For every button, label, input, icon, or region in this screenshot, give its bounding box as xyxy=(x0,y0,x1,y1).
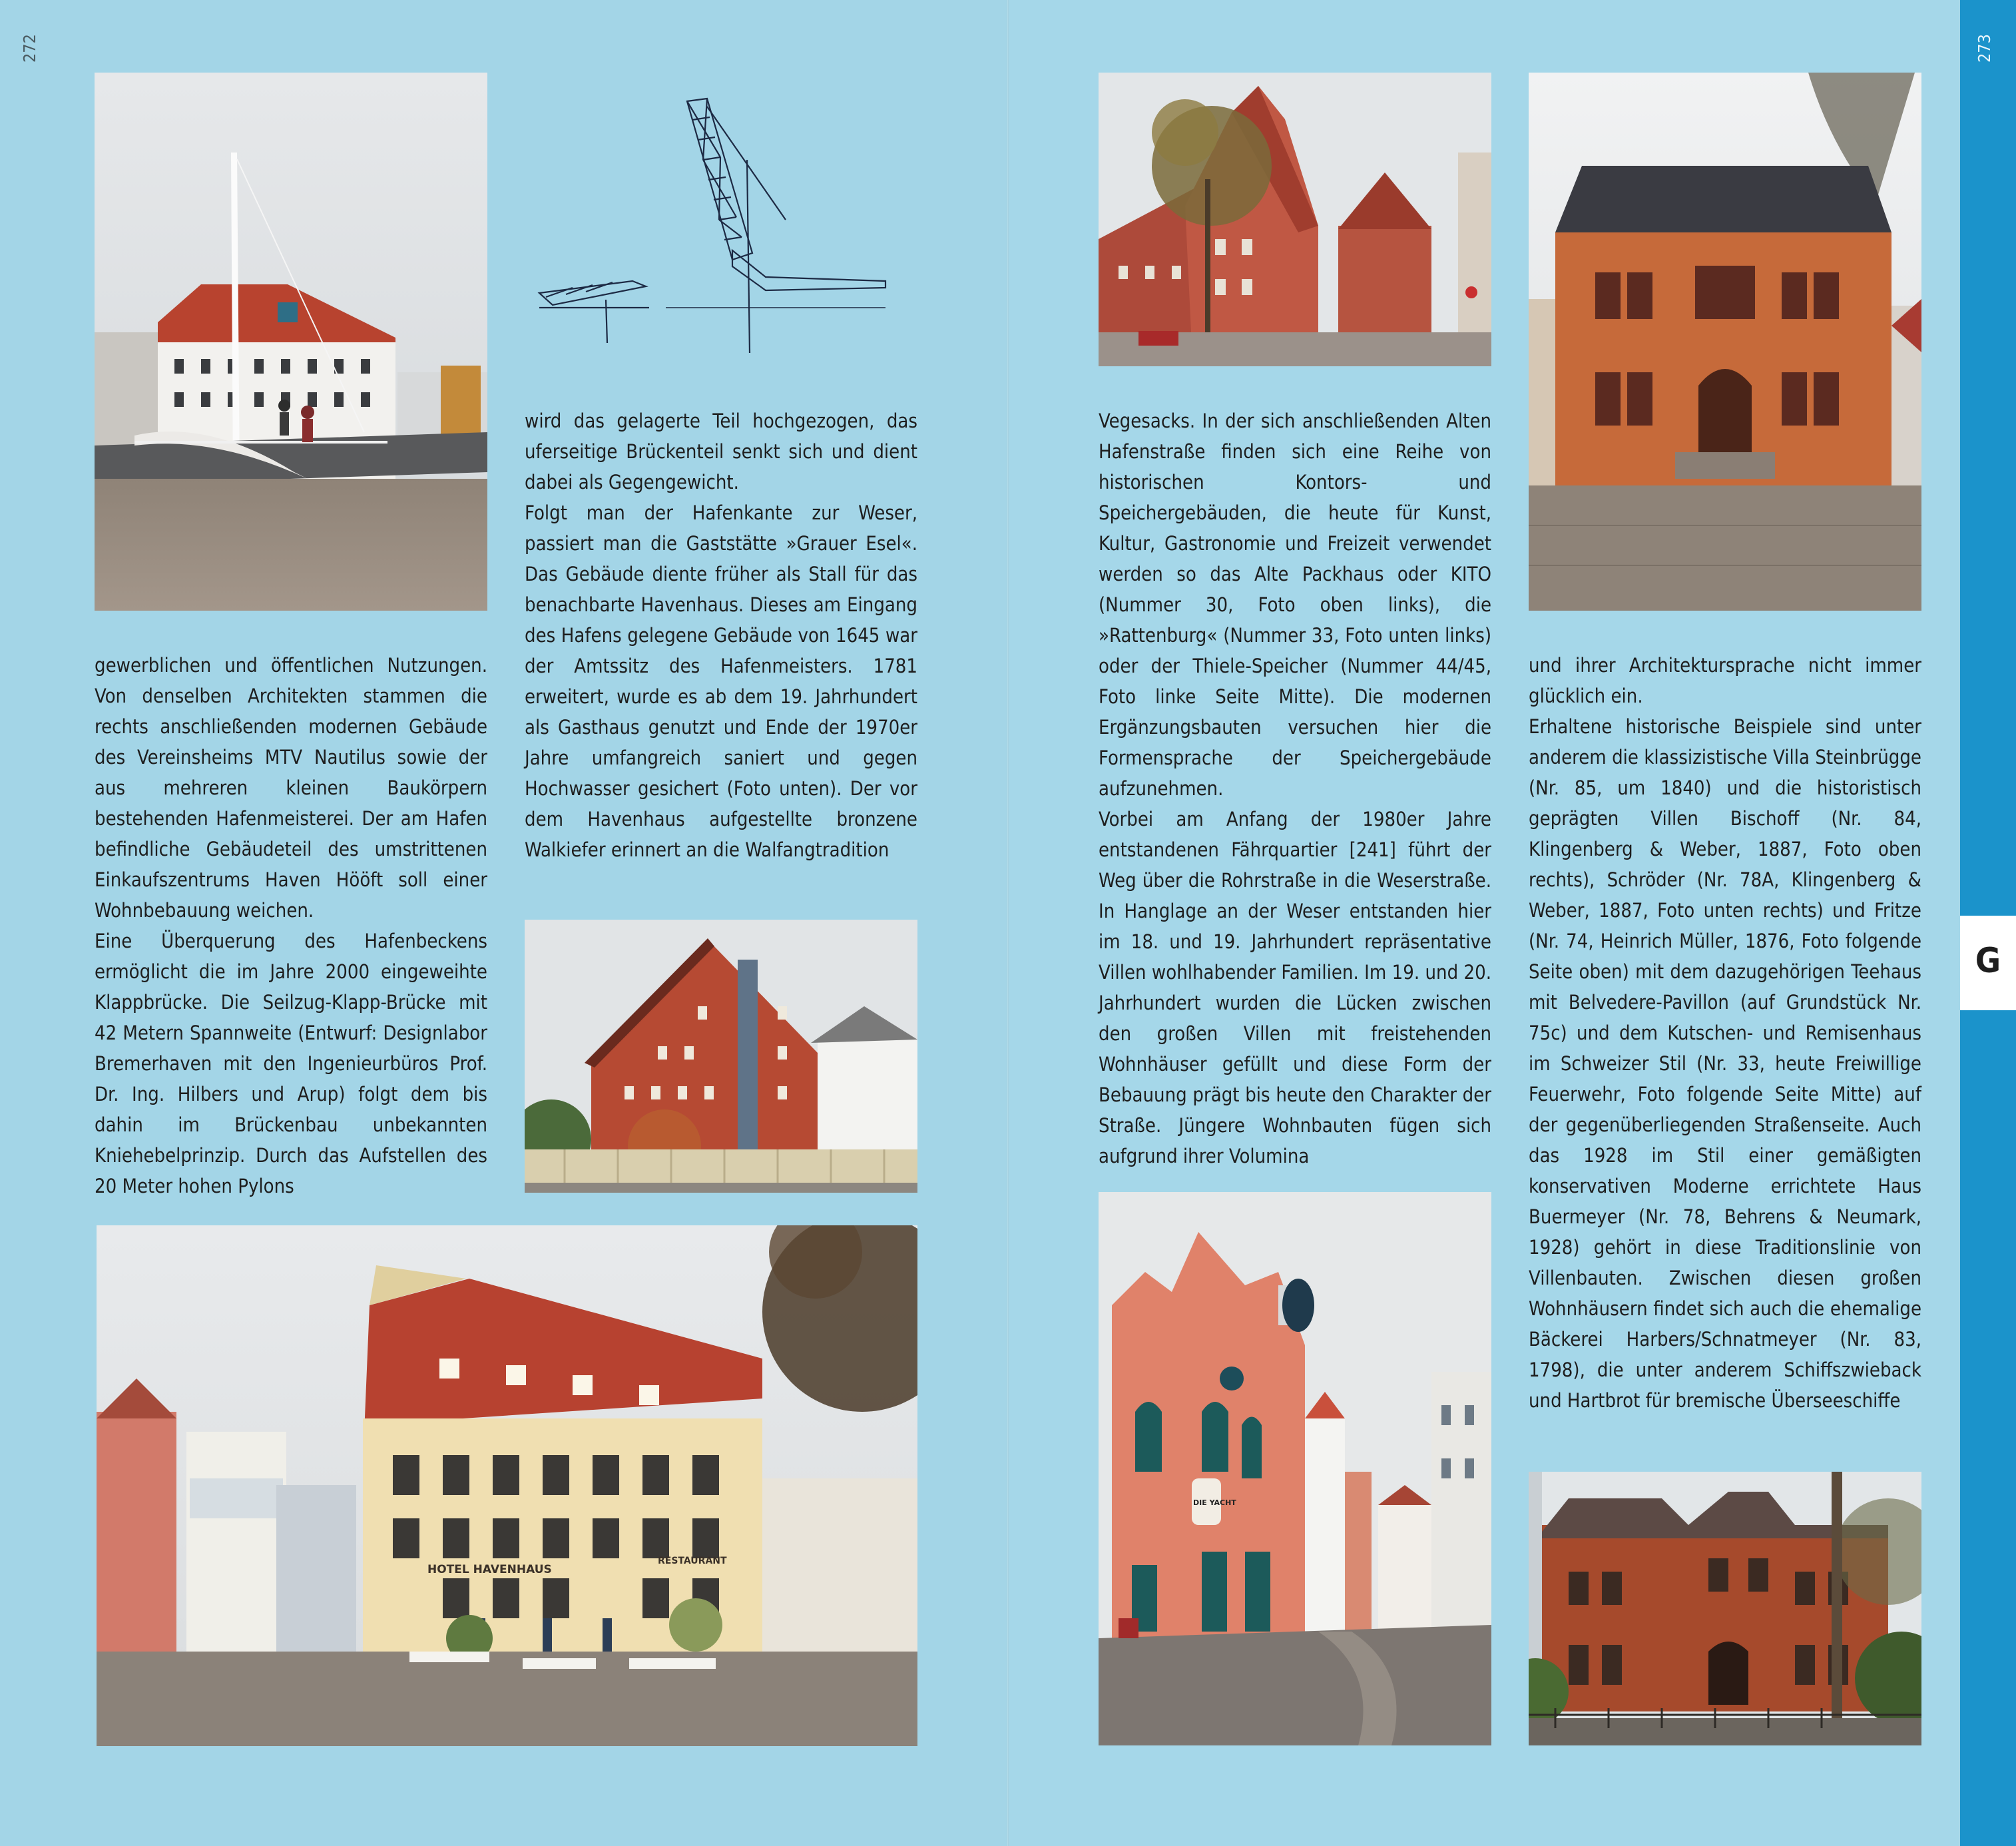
paragraph: Erhaltene historische Beispiele sind unter anderem die klassizistische Villa Steinbrügge (Nr. 85, um 1840) und die historistisch geprägten Villen Bischoff (Nr. 84, Klingenberg & Weber, 1887, Foto oben rechts), Schröder (Nr. 78A, Klingenberg & Weber, 1887, Foto unten rechts) und Fritze (Nr. 74, Heinrich Müller, 1876, Foto folgende Seite oben) mit dem dazugehörigen Teehaus mit Belvedere-Pavillon (auf Grundstück Nr. 75c) und dem Kutschen- und Remisenhaus im Schweizer Stil (Nr. 33, heute Freiwillige Feuerwehr, Foto folgende Seite Mitte) auf der gegenüberliegenden Straßenseite. Auch das 1928 im Stil einer gemäßigten konservativen Moderne errichtete Haus Buermeyer (Nr. 78, Behrens & Neumark, 1928) gehört in diese Traditionslinie von Villenbauten. Zwischen diesen großen Wohnhäusern findet sich auch die ehemalige Bäckerei Harbers/Schnatmeyer (Nr. 83, 1798), die unter anderem Schiffszwieback und Hartbrot für bremische Überseeschiffe xyxy=(1529,715,1921,1412)
photo-warehouse xyxy=(525,920,917,1193)
paragraph: Vegesacks. In der sich anschließenden Alten Hafenstraße finden sich eine Reihe von historischen Kontors- und Speichergebäuden, die heute für Kunst, Kultur, Gastronomie und Freizeit verwendet werden so das Alte Packhaus oder KITO (Nummer 30, Foto oben links), die »Rattenburg« (Nummer 33, Foto unten links) oder der Thiele-Speicher (Nummer 44/45, Foto linke Seite Mitte). Die modernen Ergänzungsbauten versuchen hier die Formensprache der Speichergebäude aufzunehmen. xyxy=(1099,410,1491,800)
book-gutter xyxy=(1007,0,1009,1846)
paragraph: Folgt man der Hafenkante zur Weser, passiert man die Gaststätte »Grauer Esel«. Das Gebäude diente früher als Stall für das benachbarte Havenhaus. Dieses am Eingang des Hafens gelegene Gebäude von 1645 war der Amtssitz des Hafenmeisters. 1781 erweitert, wurde es ab dem 19. Jahrhundert als Gasthaus genutzt und Ende der 1970er Jahre umfangreich saniert und gegen Hochwasser gesichert (Foto unten). Der vor dem Havenhaus aufgestellte bronzene Walkiefer erinnert an die Walfangtradition xyxy=(525,501,917,861)
svg-text:DIE YACHT: DIE YACHT xyxy=(1193,1498,1236,1507)
paragraph: wird das gelagerte Teil hochgezogen, das uferseitige Brückenteil senkt sich und dient dabei als Gegengewicht. xyxy=(525,410,917,493)
page-number-right: 273 xyxy=(1975,34,1994,63)
photo-villa-bischoff xyxy=(1529,73,1921,611)
photo-drawbridge xyxy=(95,73,487,611)
drawbridge-sketch xyxy=(533,93,905,353)
svg-text:RESTAURANT: RESTAURANT xyxy=(658,1556,727,1566)
text-column-3 xyxy=(1099,406,1491,1171)
section-tab-letter: G xyxy=(1975,941,2001,981)
text-column-1 xyxy=(95,650,487,1201)
svg-text:HOTEL HAVENHAUS: HOTEL HAVENHAUS xyxy=(427,1563,552,1576)
photo-havenhaus xyxy=(97,1225,917,1746)
photo-altes-packhaus xyxy=(1099,73,1491,366)
page-number-left: 272 xyxy=(20,34,39,63)
paragraph: Vorbei am Anfang der 1980er Jahre entstandenen Fährquartier [241] führt der Weg über die Rohrstraße in die Weserstraße. In Hanglage an der Weser entstanden hier im 18. und 19. Jahrhundert repräsentative Villen wohlhabender Familien. Im 19. und 20. Jahrhundert wurden die Lücken zwischen den großen Villen mit freistehenden Wohnhäuser gefüllt und diese Form der Bebauung prägt bis heute den Charakter der Straße. Jüngere Wohnbauten fügen sich aufgrund ihrer Volumina xyxy=(1099,808,1491,1167)
photo-villa-schroeder xyxy=(1529,1472,1921,1745)
paragraph: gewerblichen und öffentlichen Nutzungen. Von denselben Architekten stammen die rechts anschließenden modernen Gebäude des Vereinsheims MTV Nautilus sowie der aus mehreren kleinen Baukörpern bestehenden Hafenmeisterei. Der am Hafen befindliche Gebäudeteil des umstrittenen Einkaufszentrums Haven Hööft soll einer Wohnbebauung weichen. xyxy=(95,654,487,922)
paragraph: und ihrer Architektursprache nicht immer glücklich ein. xyxy=(1529,654,1921,707)
paragraph: Eine Überquerung des Hafenbeckens ermöglicht die im Jahre 2000 eingeweihte Klappbrücke. Die Seilzug-Klapp-Brücke mit 42 Metern Spannweite (Entwurf: Designlabor Bremerhaven mit den Ingenieurbüros Prof. Dr. Ing. Hilbers und Arup) folgt dem bis dahin im Brückenbau unbekannten Kniehebelprinzip. Durch das Aufstellen des 20 Meter hohen Pylons xyxy=(95,930,487,1197)
photo-rattenburg xyxy=(1099,1192,1491,1745)
text-column-2 xyxy=(525,406,917,865)
text-column-4 xyxy=(1529,650,1921,1416)
section-tab xyxy=(1960,916,2016,1010)
